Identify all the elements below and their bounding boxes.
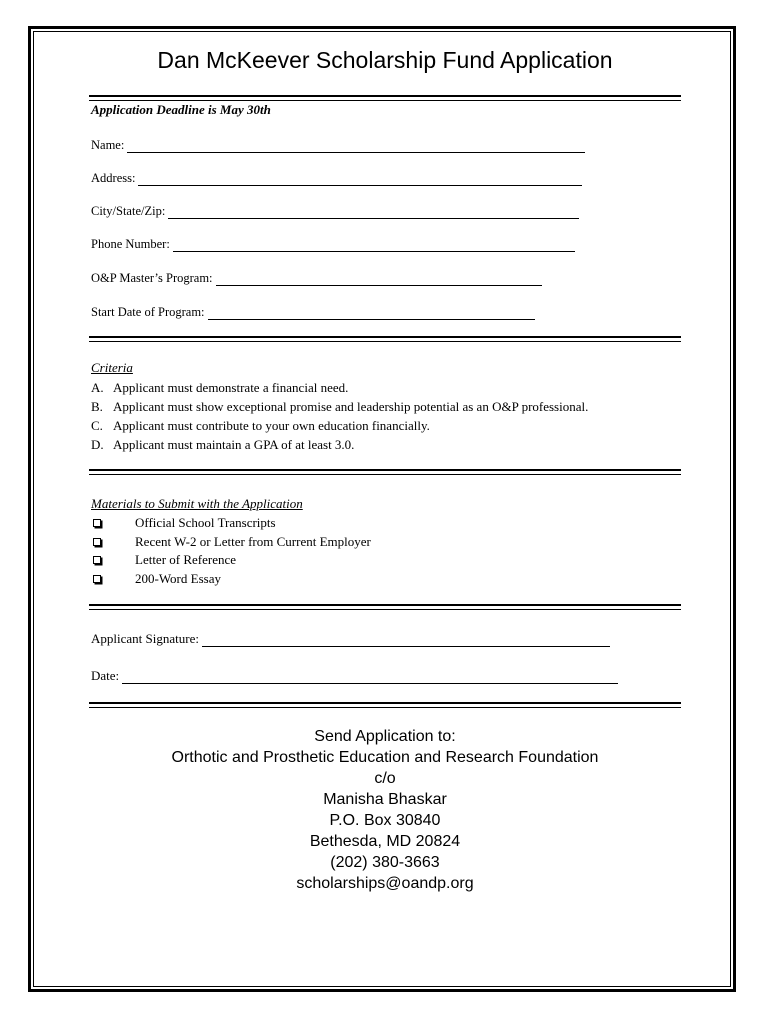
send-heading: Send Application to: [314, 728, 456, 745]
phone: (202) 380-3663 [330, 854, 440, 871]
city-state-zip-input-line[interactable] [168, 205, 579, 219]
divider [89, 702, 681, 708]
checkbox-icon[interactable] [93, 519, 101, 527]
divider [89, 336, 681, 342]
signature-field[interactable] [91, 631, 610, 647]
divider [89, 95, 681, 101]
program-input-line[interactable] [216, 272, 542, 286]
name-field[interactable] [91, 138, 585, 153]
phone-number-input-line[interactable] [173, 238, 575, 252]
start-date-field[interactable] [91, 305, 535, 320]
checkbox-icon[interactable] [93, 538, 101, 546]
address-field[interactable] [91, 171, 582, 186]
phone-number-label: Phone Number: [91, 237, 170, 251]
name-label: Name: [91, 138, 125, 152]
program-label: O&P Master’s Program: [91, 271, 213, 285]
materials-list [91, 514, 371, 588]
contact-name: Manisha Bhaskar [323, 791, 447, 808]
divider [89, 469, 681, 475]
divider [89, 604, 681, 610]
organization-name: Orthotic and Prosthetic Education and Research Foundation [171, 749, 599, 766]
materials-heading: Materials to Submit with the Application [91, 496, 303, 511]
phone-number-field[interactable] [91, 237, 575, 252]
city-state-zip: Bethesda, MD 20824 [309, 833, 461, 850]
start-date-input-line[interactable] [208, 306, 535, 320]
po-box: P.O. Box 30840 [329, 812, 441, 829]
list-item: B. Applicant must show exceptional promise and leadership potential as an O&P professional. [91, 399, 589, 414]
checkbox-icon[interactable] [93, 575, 101, 583]
list-item: Official School Transcripts [91, 514, 371, 533]
date-input-line[interactable] [122, 670, 618, 684]
date-label: Date: [91, 668, 120, 683]
list-item: Recent W-2 or Letter from Current Employer [91, 533, 371, 552]
address-label: Address: [91, 171, 136, 185]
list-item: A. Applicant must demonstrate a financial need. [91, 380, 349, 395]
program-field[interactable] [91, 271, 542, 286]
list-item: 200-Word Essay [91, 570, 371, 589]
mailing-address-block [0, 726, 770, 894]
name-input-line[interactable] [127, 139, 585, 153]
criteria-heading: Criteria [91, 360, 133, 375]
signature-label: Applicant Signature: [91, 631, 199, 646]
city-state-zip-label: City/State/Zip: [91, 204, 166, 218]
page-title: Dan McKeever Scholarship Fund Application [157, 47, 613, 73]
list-item: D. Applicant must maintain a GPA of at least 3.0. [91, 437, 355, 452]
deadline-note: Application Deadline is May 30th [91, 102, 271, 117]
signature-input-line[interactable] [202, 633, 610, 647]
email: scholarships@oandp.org [296, 875, 474, 892]
address-input-line[interactable] [138, 172, 582, 186]
city-state-zip-field[interactable] [91, 204, 579, 219]
date-field[interactable] [91, 668, 618, 684]
criteria-list [91, 378, 588, 454]
list-item: C. Applicant must contribute to your own education financially. [91, 418, 430, 433]
care-of: c/o [374, 770, 396, 787]
start-date-label: Start Date of Program: [91, 305, 205, 319]
checkbox-icon[interactable] [93, 556, 101, 564]
list-item: Letter of Reference [91, 551, 371, 570]
